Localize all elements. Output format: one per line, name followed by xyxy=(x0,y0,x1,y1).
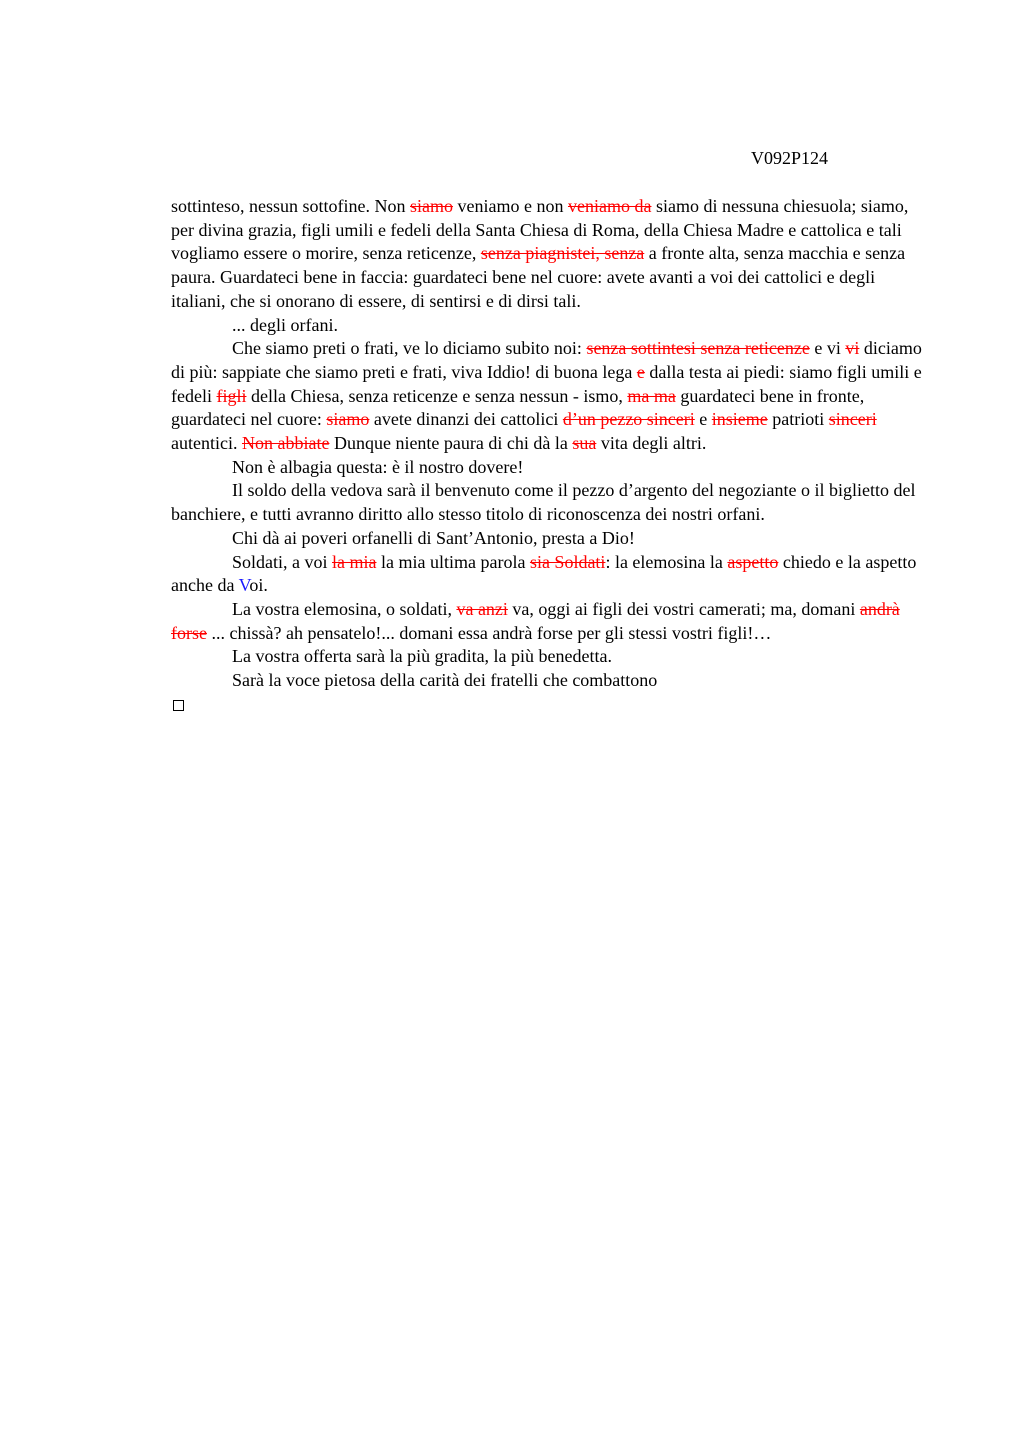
text-run: e xyxy=(694,409,712,430)
deleted-text: aspetto xyxy=(727,551,779,572)
text-run: guardateci bene in fronte, guardateci nel cuore: xyxy=(171,385,865,430)
text-run: della Chiesa, senza reticenze e senza nessun - ismo, xyxy=(246,385,628,406)
text-run: diciamo di più: sappiate che siamo preti e frati, viva Iddio! di buona lega xyxy=(171,338,922,382)
text-run: ... chissà? ah pensatelo!... domani essa andrà forse per gli stessi vostri figli!… xyxy=(206,622,772,643)
deleted-text: va anzi xyxy=(456,598,508,619)
deleted-text: d’un pezzo sinceri xyxy=(562,409,695,430)
text-run: : la elemosina la xyxy=(605,551,728,572)
text-run: va, oggi ai figli dei vostri camerati; ma, domani xyxy=(507,598,860,619)
text-run: Sarà la voce pietosa della carità dei fratelli che combattono xyxy=(232,670,658,691)
text-run: sottinteso, nessun sottofine. Non xyxy=(171,196,410,216)
text-run: dalla testa ai piedi: siamo figli umili e fedeli xyxy=(171,361,922,406)
paragraph xyxy=(171,669,923,693)
text-run: Dunque niente paura di chi dà la xyxy=(329,433,573,454)
deleted-text: insieme xyxy=(711,409,768,430)
text-run: la mia ultima parola xyxy=(376,551,530,572)
deleted-text: Non abbiate xyxy=(241,433,330,454)
deleted-text: senza sottintesi senza reticenze xyxy=(586,338,810,359)
deleted-text: siamo xyxy=(410,196,453,216)
text-run: La vostra elemosina, o soldati, xyxy=(232,598,457,619)
text-run: autentici. xyxy=(171,433,242,454)
deleted-text: sinceri xyxy=(828,409,877,430)
text-run: Chi dà ai poveri orfanelli di Sant’Antonio, presta a Dio! xyxy=(232,527,635,548)
paragraph xyxy=(171,645,923,669)
text-run: siamo di nessuna chiesuola; siamo, per divina grazia, figli umili e fedeli della Santa Chiesa di Roma, della Chiesa Madre e cattolica e tali vogliamo essere o morire, senza reticenze, xyxy=(171,196,909,264)
text-run: veniamo e non xyxy=(453,196,568,216)
paragraph xyxy=(171,598,923,645)
text-run: ... degli orfani. xyxy=(232,314,338,335)
deleted-text: la mia xyxy=(332,551,377,572)
paragraph xyxy=(171,337,923,456)
text-run: vita degli altri. xyxy=(596,433,707,454)
inserted-text: V xyxy=(238,575,250,596)
deleted-text: e xyxy=(636,361,645,382)
page-id: V092P124 xyxy=(751,148,829,168)
text-run: Il soldo della vedova sarà il benvenuto come il pezzo d’argento del negoziante o il biglietto del banchiere, e tutti avranno diritto allo stesso titolo di riconoscenza dei nostri orfani. xyxy=(171,480,916,525)
paragraph xyxy=(171,456,923,480)
paragraph xyxy=(171,527,923,551)
document-body xyxy=(171,195,923,717)
text-run: La vostra offerta sarà la più gradita, la più benedetta. xyxy=(232,646,613,667)
text-run: Non è albagia questa: è il nostro dovere! xyxy=(232,456,524,477)
text-run: patrioti xyxy=(767,409,829,430)
end-of-text-box-icon xyxy=(173,700,184,711)
paragraph xyxy=(171,314,923,338)
paragraph xyxy=(171,551,923,598)
text-run: e vi xyxy=(809,338,846,359)
deleted-text: senza piagnistei, senza xyxy=(480,243,645,264)
text-run: chiedo e la aspetto anche da xyxy=(171,551,917,596)
text-run: Soldati, a voi xyxy=(232,551,332,572)
paragraph xyxy=(171,195,923,314)
deleted-text: ma ma xyxy=(627,385,676,406)
deleted-text: figli xyxy=(216,385,247,406)
text-run: Che siamo preti o frati, ve lo diciamo subito noi: xyxy=(232,338,587,359)
deleted-text: sia Soldati xyxy=(529,551,606,572)
text-run: oi. xyxy=(249,575,268,596)
text-run: a fronte alta, senza macchia e senza paura. Guardateci bene in faccia: guardateci bene nel cuore: avete avanti a voi dei cattolici e degli italiani, che si onorano di essere, di sentirsi e di dirsi tali. xyxy=(171,243,906,311)
paragraph xyxy=(171,479,923,526)
deleted-text: veniamo da xyxy=(567,196,652,216)
deleted-text: andrà forse xyxy=(171,598,900,643)
deleted-text: vi xyxy=(845,338,860,359)
deleted-text: sua xyxy=(572,433,597,454)
text-run: avete dinanzi dei cattolici xyxy=(369,409,563,430)
deleted-text: siamo xyxy=(326,409,370,430)
